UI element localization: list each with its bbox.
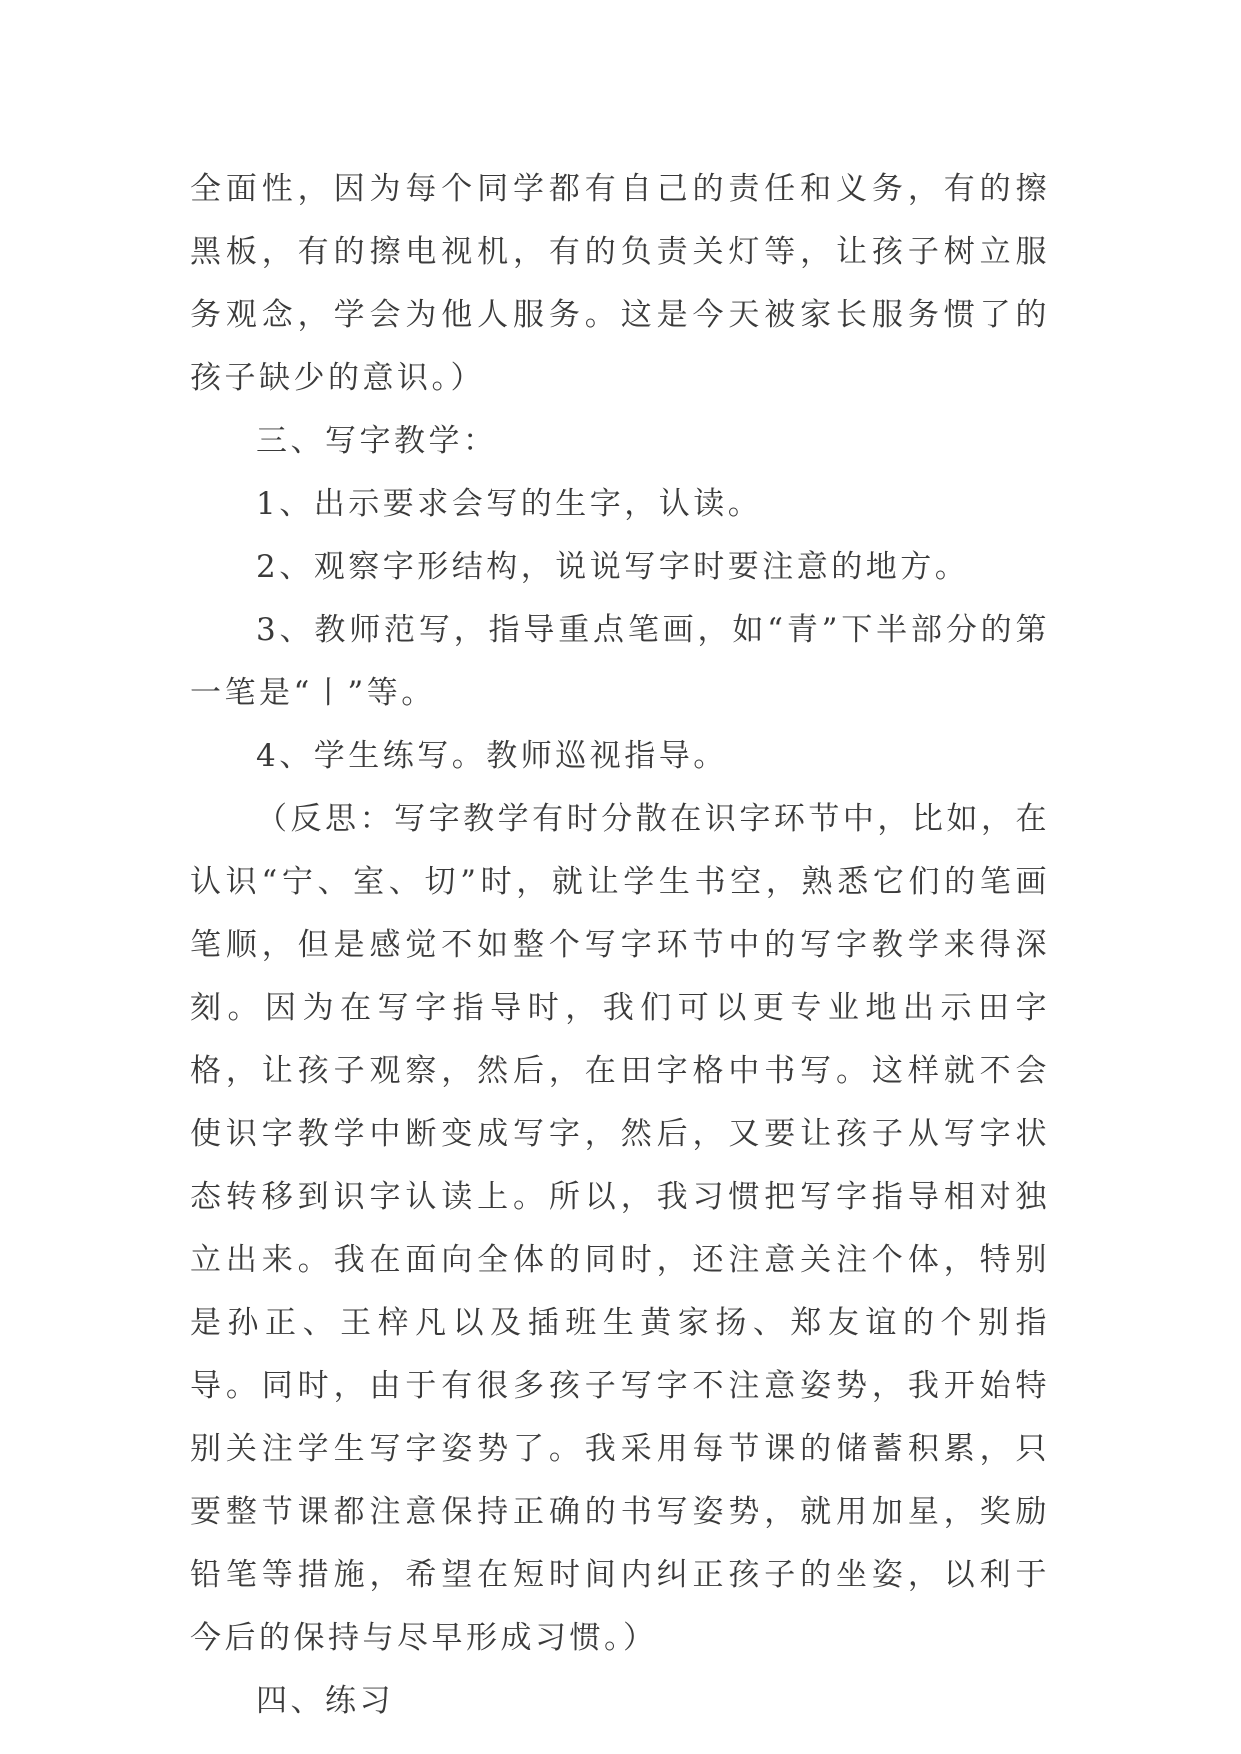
reflection-paragraph: （反思：写字教学有时分散在识字环节中，比如，在认识“宁、室、切”时，就让学生书空，熟悉它们的笔画笔顺，但是感觉不如整个写字环节中的写字教学来得深刻。因为在写字指导时，我们可以更专业地出示田字格，让孩子观察，然后，在田字格中书写。这样就不会使识字教学中断变成写字，然后，又要让孩子从写字状态转移到识字认读上。所以，我习惯把写字指导相对独立出来。我在面向全体的同时，还注意关注个体，特别是孙正、王梓凡以及插班生黄家扬、郑友谊的个别指导。同时，由于有很多孩子写字不注意姿势，我开始特别关注学生写字姿势了。我采用每节课的储蓄积累，只要整节课都注意保持正确的书写姿势，就用加星，奖励铅笔等措施，希望在短时间内纠正孩子的坐姿，以利于今后的保持与尽早形成习惯。） (190, 801, 1050, 1656)
list-item: 3、教师范写，指导重点笔画，如“青”下半部分的第一笔是“丨”等。 (190, 612, 1050, 711)
list-item: 4、学生练写。教师巡视指导。 (256, 738, 728, 774)
section-heading-practice: 四、练习 (256, 1683, 394, 1719)
document-body (190, 158, 1050, 1733)
list-item: 1、出示要求会写的生字，认读。 (256, 486, 763, 522)
paragraph-continuation: 全面性，因为每个同学都有自己的责任和义务，有的擦黑板，有的擦电视机，有的负责关灯等，让孩子树立服务观念，学会为他人服务。这是今天被家长服务惯了的孩子缺少的意识。） (190, 171, 1050, 396)
section-heading-writing: 三、写字教学： (256, 423, 498, 459)
list-item: 2、观察字形结构，说说写字时要注意的地方。 (256, 549, 970, 585)
